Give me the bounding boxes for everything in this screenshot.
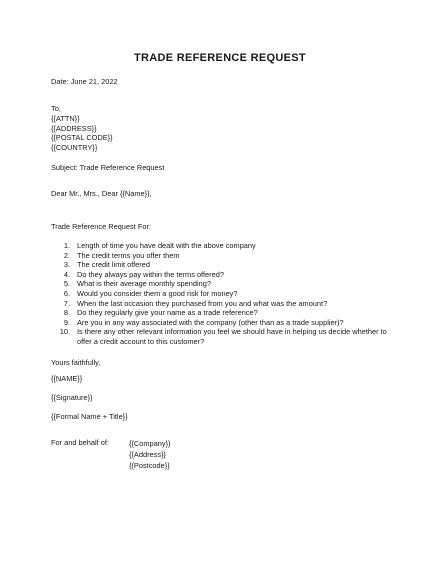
date-line: Date: June 21, 2022 (51, 77, 118, 86)
subject-line: Subject: Trade Reference Request (51, 163, 165, 172)
address-to: To, (51, 104, 61, 113)
list-text: What is their average monthly spending? (77, 279, 211, 289)
list-text: Are you in any way associated with the company (other than as a trade supplier)? (77, 317, 344, 327)
behalf-address: {{Address}} (129, 450, 166, 459)
list-text: Would you consider them a good risk for money? (77, 288, 238, 298)
list-item (51, 327, 401, 346)
list-item (51, 279, 401, 289)
list-item (51, 318, 401, 328)
behalf-values (129, 438, 171, 471)
list-item (51, 260, 401, 270)
list-item (51, 251, 401, 261)
list-number: 3. (63, 260, 70, 270)
salutation: Dear Mr., Mrs., Dear {{Name}}, (51, 189, 152, 198)
list-text: The credit limit offered (77, 260, 150, 270)
list-number: 6. (63, 288, 70, 298)
list-number: 1. (63, 241, 70, 250)
list-item (51, 241, 401, 251)
list-number: 8. (63, 308, 70, 318)
behalf-postcode: {{Postcode}} (129, 461, 170, 470)
question-list (51, 241, 401, 347)
list-item (51, 289, 401, 299)
list-number: 9. (63, 317, 70, 327)
address-postal-code: {{POSTAL CODE}} (51, 133, 113, 142)
request-intro: Trade Reference Request For: (51, 222, 151, 231)
list-text: Do they always pay within the terms offered? (77, 269, 224, 279)
list-text: Length of time you have dealt with the above company (77, 241, 256, 250)
list-number: 10. (59, 327, 70, 337)
list-number: 7. (63, 298, 70, 308)
list-text: The credit terms you offer them (77, 250, 180, 260)
list-text: When the last occasion they purchased from you and what was the amount? (77, 298, 328, 308)
list-item (51, 270, 401, 280)
list-number: 5. (63, 279, 70, 289)
list-number: 2. (63, 250, 70, 260)
address-street: {{ADDRESS}} (51, 124, 97, 133)
behalf-label: For and behalf of: (51, 438, 109, 447)
closing: Yours faithfully, (51, 358, 101, 367)
page-title: TRADE REFERENCE REQUEST (134, 52, 306, 64)
formal-name-placeholder: {{Formal Name + Title}} (51, 412, 128, 421)
address-country: {{COUNTRY}} (51, 143, 98, 152)
address-attn: {{ATTN}} (51, 114, 80, 123)
list-item (51, 308, 401, 318)
signature-placeholder: {{Signature}} (51, 393, 93, 402)
list-item (51, 299, 401, 309)
name-placeholder: {{NAME}} (51, 374, 83, 383)
list-text: Do they regularly give your name as a trade reference? (77, 308, 258, 318)
behalf-company: {{Company}} (129, 439, 171, 448)
list-text: Is there any other relevant information you feel we should have in helping us decide whether to offer a credit account to this customer? (77, 327, 387, 346)
list-number: 4. (63, 269, 70, 279)
